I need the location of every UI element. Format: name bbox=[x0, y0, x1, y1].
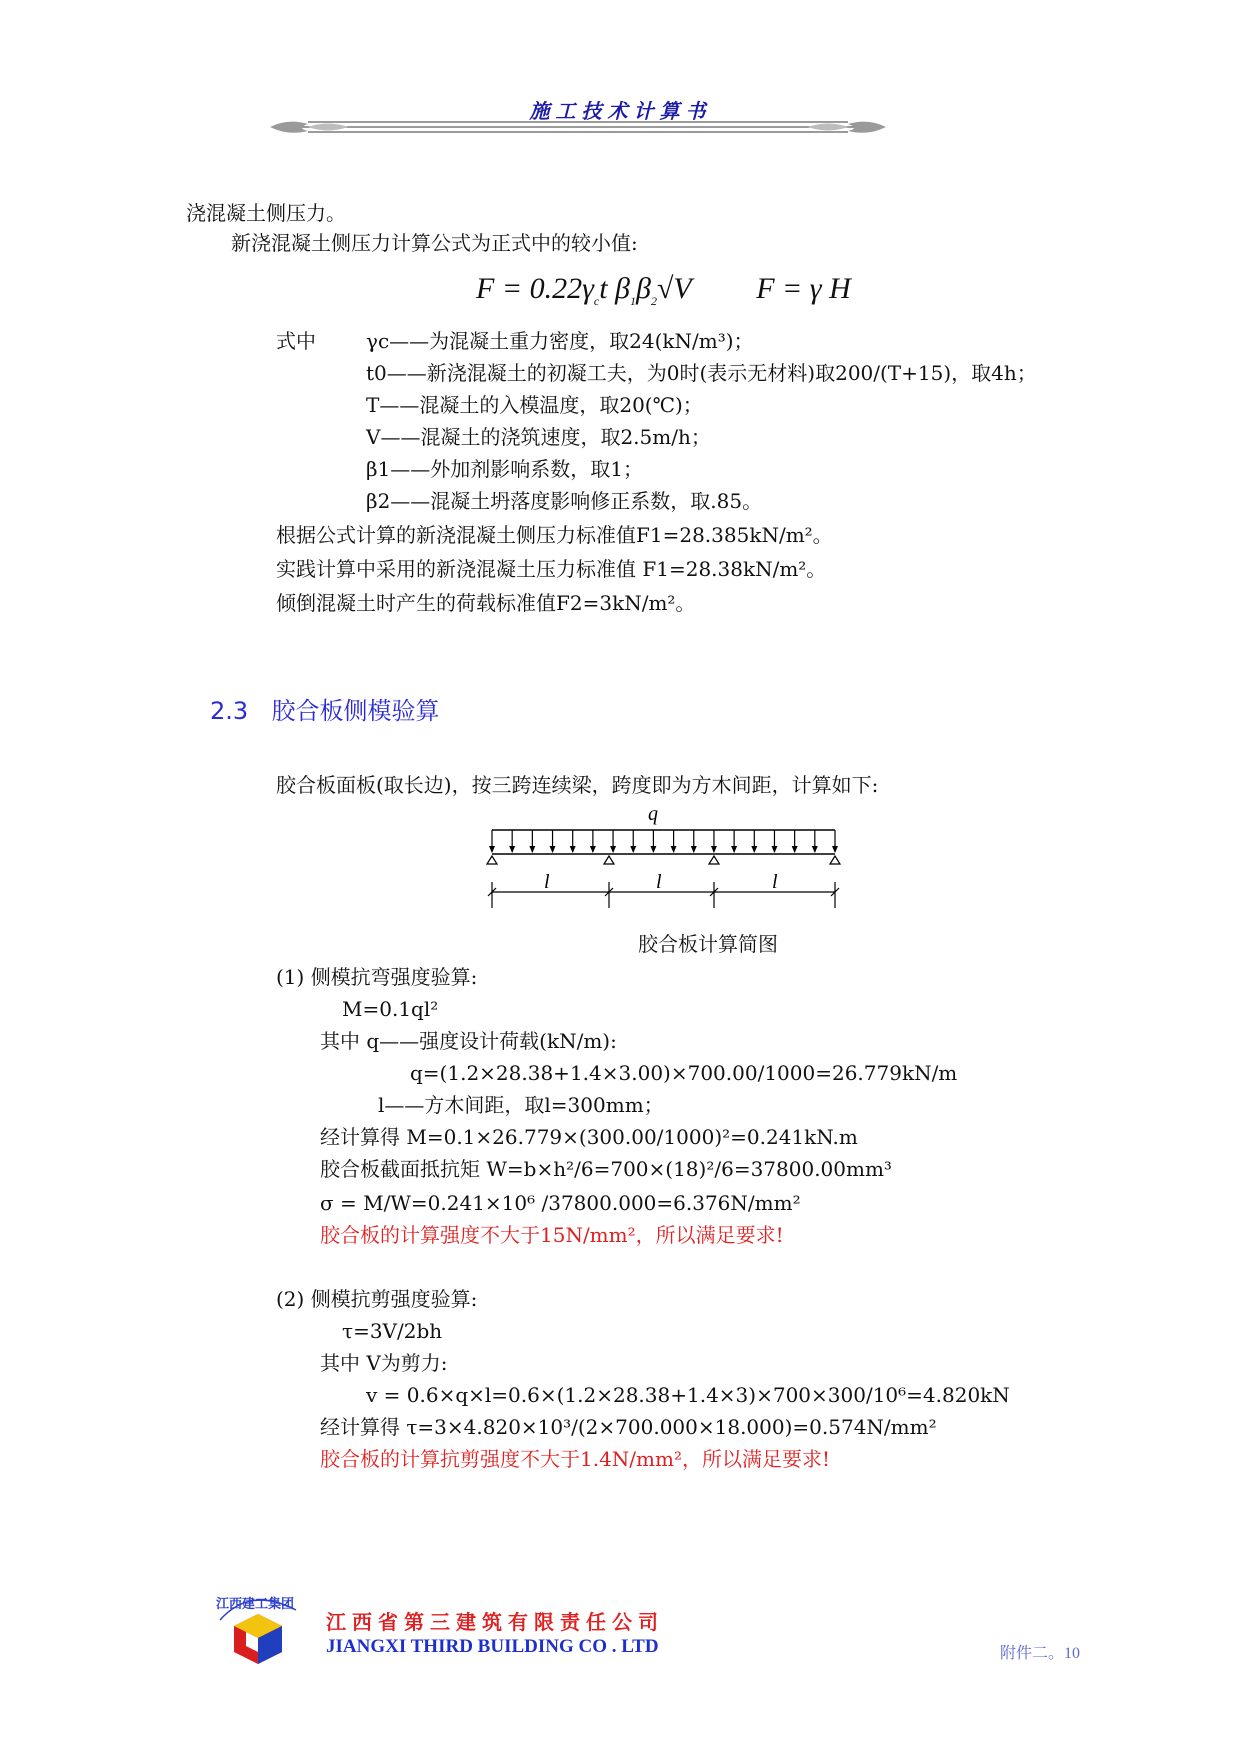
load-arrow-head bbox=[832, 846, 838, 853]
shear-conclusion: 胶合板的计算抗剪强度不大于1.4N/mm²，所以满足要求! bbox=[320, 1447, 831, 1471]
formula-right: F = γ H bbox=[756, 272, 851, 305]
load-arrow-head bbox=[650, 846, 656, 853]
footer-company-en: JIANGXI THIRD BUILDING CO . LTD bbox=[326, 1636, 659, 1657]
load-arrows bbox=[489, 830, 838, 853]
load-arrow-head bbox=[731, 846, 737, 853]
bending-l-def: l——方木间距，取l=300mm； bbox=[378, 1093, 664, 1117]
definition-beta1: β1——外加剂影响系数，取1； bbox=[366, 457, 644, 481]
section-number: 2.3 bbox=[210, 697, 249, 725]
diagram-caption: 胶合板计算简图 bbox=[638, 932, 778, 956]
section-title: 胶合板侧模验算 bbox=[271, 697, 440, 725]
definition-V: V——混凝土的浇筑速度，取2.5m/h； bbox=[366, 425, 711, 449]
shear-formula: τ=3V/2bh bbox=[342, 1319, 443, 1343]
load-arrow-head bbox=[610, 846, 616, 853]
shear-tau-calc: 经计算得 τ=3×4.820×10³/(2×700.000×18.000)=0.574N/mm² bbox=[320, 1415, 937, 1439]
result-line-2: 实践计算中采用的新浇混凝土压力标准值 F1=28.38kN/m²。 bbox=[276, 557, 827, 581]
bending-heading: (1) 侧模抗弯强度验算: bbox=[276, 965, 478, 989]
footer-company-cn: 江西省第三建筑有限责任公司 bbox=[326, 1610, 664, 1634]
load-arrow-head bbox=[509, 846, 515, 853]
load-label: q bbox=[648, 803, 658, 825]
load-arrow-head bbox=[792, 846, 798, 853]
formula-left: F = 0.22γ bbox=[476, 272, 594, 305]
definition-beta2: β2——混凝土坍落度影响修正系数，取.85。 bbox=[366, 489, 763, 513]
load-arrow-head bbox=[489, 846, 495, 853]
document-header-title: 施工技术计算书 bbox=[529, 99, 712, 123]
bending-m-calc: 经计算得 M=0.1×26.779×(300.00/1000)²=0.241kN.m bbox=[320, 1125, 858, 1149]
load-arrow-head bbox=[771, 846, 777, 853]
logo-text: 江西建工集团 bbox=[216, 1597, 295, 1612]
beam-diagram bbox=[480, 800, 850, 920]
load-arrow-head bbox=[751, 846, 757, 853]
shear-v-calc: v = 0.6×q×l=0.6×(1.2×28.38+1.4×3)×700×300/10⁶=4.820kN bbox=[366, 1383, 1010, 1407]
bending-q-calc: q=(1.2×28.38+1.4×3.00)×700.00/1000=26.779kN/m bbox=[410, 1061, 958, 1085]
header-ornament bbox=[268, 114, 888, 142]
footer-page-number: 附件二。10 bbox=[1000, 1645, 1081, 1662]
dimension-line bbox=[488, 882, 839, 908]
load-arrow-head bbox=[630, 846, 636, 853]
result-line-3: 倾倒混凝土时产生的荷载标准值F2=3kN/m²。 bbox=[276, 591, 696, 615]
span-label-3: l bbox=[772, 871, 778, 893]
load-arrow-head bbox=[711, 846, 717, 853]
pressure-formula: $F = 0.22\gamma_ct$ $\beta_1\beta_2√V$ F = γ H bbox=[476, 272, 851, 308]
load-arrow-head bbox=[590, 846, 596, 853]
span-label-1: l bbox=[544, 871, 550, 893]
load-arrow-head bbox=[671, 846, 677, 853]
span-label-2: l bbox=[656, 871, 662, 893]
shear-where: 其中 V为剪力: bbox=[320, 1351, 448, 1375]
bending-formula: M=0.1ql² bbox=[342, 997, 439, 1021]
bending-w-calc: 胶合板截面抵抗矩 W=b×h²/6=700×(18)²/6=37800.00mm³ bbox=[320, 1157, 892, 1181]
result-line-1: 根据公式计算的新浇混凝土侧压力标准值F1=28.385kN/m²。 bbox=[276, 523, 833, 547]
shear-heading: (2) 侧模抗剪强度验算: bbox=[276, 1287, 478, 1311]
load-arrow-head bbox=[550, 846, 556, 853]
supports bbox=[487, 856, 840, 864]
bending-sigma-calc: σ = M/W=0.241×10⁶ /37800.000=6.376N/mm² bbox=[320, 1191, 801, 1215]
load-arrow-head bbox=[529, 846, 535, 853]
section-heading bbox=[210, 691, 439, 726]
bending-where: 其中 q——强度设计荷载(kN/m): bbox=[320, 1029, 617, 1053]
intro-line-1: 浇混凝土侧压力。 bbox=[186, 201, 346, 225]
load-arrow-head bbox=[812, 846, 818, 853]
beam-intro: 胶合板面板(取长边)，按三跨连续梁，跨度即为方木间距，计算如下: bbox=[276, 773, 879, 797]
definition-t0: t0——新浇混凝土的初凝工夫，为0时(表示无材料)取200/(T+15)，取4h； bbox=[366, 361, 1037, 385]
load-arrow-head bbox=[691, 846, 697, 853]
definition-gamma: γc——为混凝土重力密度，取24(kN/m³)； bbox=[366, 329, 754, 353]
intro-line-2: 新浇混凝土侧压力计算公式为正式中的较小值: bbox=[231, 231, 638, 255]
load-arrow-head bbox=[570, 846, 576, 853]
company-logo bbox=[210, 1580, 306, 1670]
definition-T: T——混凝土的入模温度，取20(℃)； bbox=[366, 393, 703, 417]
definitions-label: 式中 bbox=[276, 329, 316, 353]
bending-conclusion: 胶合板的计算强度不大于15N/mm²，所以满足要求! bbox=[320, 1223, 784, 1247]
